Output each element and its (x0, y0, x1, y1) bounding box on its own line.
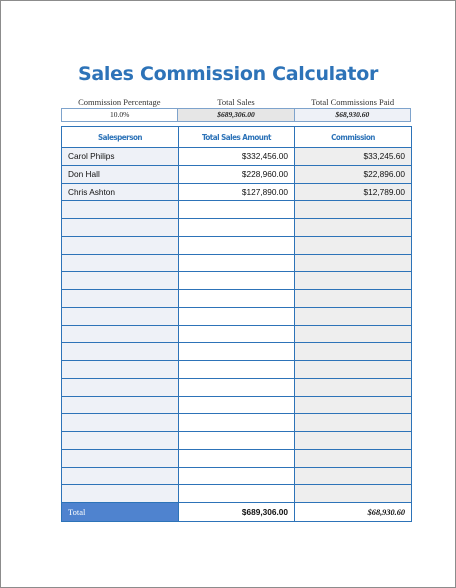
total-sales-amount-cell[interactable] (179, 396, 295, 414)
total-sales-amount-cell[interactable] (179, 378, 295, 396)
salesperson-cell[interactable] (62, 343, 179, 361)
salesperson-cell[interactable] (62, 307, 179, 325)
total-sales-amount-cell[interactable] (179, 236, 295, 254)
page-title: Sales Commission Calculator (77, 63, 379, 85)
salesperson-cell[interactable] (62, 432, 179, 450)
table-row (62, 325, 412, 343)
salesperson-header: Salesperson (62, 127, 179, 148)
salesperson-cell[interactable] (62, 467, 179, 485)
total-sales-amount-cell[interactable] (179, 343, 295, 361)
total-sales-amount-cell[interactable] (179, 219, 295, 237)
total-sales-amount-cell[interactable] (179, 272, 295, 290)
table-row (62, 467, 412, 485)
table-row (62, 290, 412, 308)
salesperson-cell[interactable] (62, 361, 179, 379)
summary-block (61, 97, 411, 122)
total-sales-cell: $689,306.00 (178, 109, 294, 121)
table-row (62, 165, 412, 183)
table-row (62, 183, 412, 201)
total-sales-amount-header: Total Sales Amount (179, 127, 295, 148)
total-sales-amount-cell[interactable] (179, 290, 295, 308)
table-row (62, 449, 412, 467)
commission-cell (295, 467, 412, 485)
commission-cell: $12,789.00 (295, 183, 412, 201)
commission-cell (295, 219, 412, 237)
summary-values (61, 108, 411, 122)
commission-cell: $33,245.60 (295, 148, 412, 166)
table-row (62, 148, 412, 166)
total-sales-amount-cell[interactable] (179, 485, 295, 503)
commission-cell: $22,896.00 (295, 165, 412, 183)
table-row (62, 236, 412, 254)
salesperson-cell[interactable] (62, 414, 179, 432)
total-commissions-paid-label: Total Commissions Paid (311, 97, 395, 107)
salesperson-cell[interactable] (62, 201, 179, 219)
salesperson-cell[interactable] (62, 290, 179, 308)
total-label: Total (62, 503, 179, 522)
table-row (62, 272, 412, 290)
table-row (62, 343, 412, 361)
total-sales-amount-cell[interactable] (179, 361, 295, 379)
total-sales-amount-cell[interactable] (179, 467, 295, 485)
table-row (62, 307, 412, 325)
salesperson-cell[interactable] (62, 485, 179, 503)
commission-cell (295, 414, 412, 432)
total-sales-amount-cell[interactable] (179, 432, 295, 450)
commission-cell (295, 432, 412, 450)
total-sales-amount-cell[interactable]: $228,960.00 (179, 165, 295, 183)
commission-cell (295, 272, 412, 290)
total-sales-amount-cell[interactable] (179, 325, 295, 343)
commission-cell (295, 254, 412, 272)
commission-percentage-cell[interactable]: 10.0% (62, 109, 178, 121)
commission-cell (295, 201, 412, 219)
summary-labels (61, 97, 411, 108)
table-row (62, 219, 412, 237)
salesperson-cell[interactable] (62, 449, 179, 467)
table-body (62, 148, 412, 503)
commission-cell (295, 343, 412, 361)
commission-cell (295, 307, 412, 325)
total-sales-label: Total Sales (217, 97, 255, 107)
total-sales-amount-cell[interactable] (179, 254, 295, 272)
salesperson-cell[interactable] (62, 378, 179, 396)
total-sales-amount-cell[interactable] (179, 449, 295, 467)
table-row (62, 201, 412, 219)
salesperson-cell[interactable] (62, 219, 179, 237)
total-sales-amount-cell[interactable]: $127,890.00 (179, 183, 295, 201)
commission-percentage-label: Commission Percentage (78, 97, 161, 107)
salesperson-cell[interactable]: Carol Philips (62, 148, 179, 166)
total-sales-amount-cell: $689,306.00 (179, 503, 295, 522)
salesperson-cell[interactable] (62, 396, 179, 414)
table-row (62, 254, 412, 272)
commission-table (61, 126, 412, 522)
salesperson-cell[interactable] (62, 272, 179, 290)
total-sales-amount-cell[interactable] (179, 307, 295, 325)
commission-cell (295, 378, 412, 396)
commission-cell (295, 485, 412, 503)
table-header-row (62, 127, 412, 148)
salesperson-cell[interactable]: Chris Ashton (62, 183, 179, 201)
table-row (62, 378, 412, 396)
commission-cell (295, 325, 412, 343)
table-row (62, 485, 412, 503)
table-row (62, 361, 412, 379)
commission-cell (295, 449, 412, 467)
total-sales-amount-cell[interactable] (179, 201, 295, 219)
salesperson-cell[interactable] (62, 254, 179, 272)
salesperson-cell[interactable] (62, 236, 179, 254)
table-row (62, 414, 412, 432)
total-sales-amount-cell[interactable]: $332,456.00 (179, 148, 295, 166)
total-commission-cell: $68,930.60 (295, 503, 412, 522)
commission-cell (295, 396, 412, 414)
total-commissions-paid-cell: $68,930.60 (295, 109, 410, 121)
commission-header: Commission (295, 127, 412, 148)
salesperson-cell[interactable] (62, 325, 179, 343)
salesperson-cell[interactable]: Don Hall (62, 165, 179, 183)
commission-cell (295, 361, 412, 379)
commission-cell (295, 236, 412, 254)
total-sales-amount-cell[interactable] (179, 414, 295, 432)
total-row (62, 503, 412, 522)
table-row (62, 432, 412, 450)
commission-cell (295, 290, 412, 308)
table-row (62, 396, 412, 414)
